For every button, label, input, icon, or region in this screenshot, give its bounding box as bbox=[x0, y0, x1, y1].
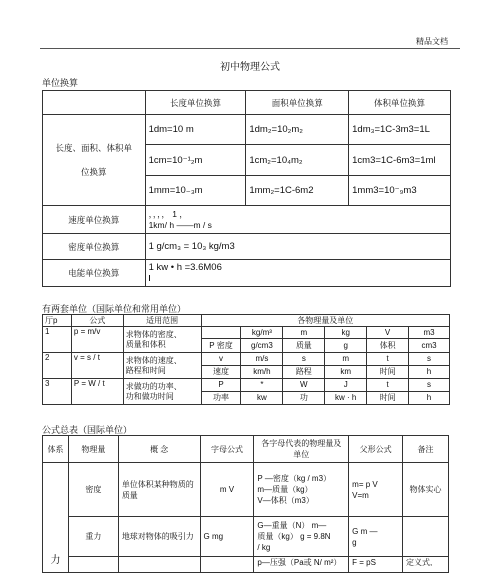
formula-summary-table bbox=[42, 435, 449, 573]
header-divider bbox=[40, 48, 460, 49]
header-quantities-units: 各物理量及单位 bbox=[201, 315, 449, 327]
unit-conversion-table bbox=[42, 90, 451, 287]
table-row: 2 v = s / t 求物体的速度、 路程和时间 v m/s s m t s bbox=[43, 353, 450, 366]
table-cell: 1mm=10₋₃m bbox=[145, 176, 246, 206]
header-symbol-meanings: 各字母代表的物理量及单位 bbox=[254, 436, 349, 463]
header-volume: 体积单位换算 bbox=[349, 91, 451, 115]
table-cell: 1dm₃=1C-3m3=1L bbox=[349, 115, 451, 145]
system-force-label: 力 bbox=[43, 463, 69, 573]
table-row bbox=[43, 260, 451, 287]
table-row bbox=[43, 91, 451, 115]
table-cell bbox=[43, 91, 146, 115]
table-cell: 1cm₂=10₄m₂ bbox=[246, 145, 349, 176]
text-cursor-icon bbox=[149, 275, 150, 281]
document-title: 初中物理公式 bbox=[220, 62, 280, 73]
row-label-speed: 速度单位换算 bbox=[43, 206, 146, 234]
table-cell: 1cm=10⁻¹₂m bbox=[145, 145, 246, 176]
header-concept: 概 念 bbox=[118, 436, 200, 463]
table-row: 力 密度 单位体积某种物质的质量 m V P —密度（kg / m3） m—质量（kg） V—体积（m3） m= p V V=m 物体实心 bbox=[43, 463, 449, 517]
table-row bbox=[43, 436, 449, 463]
header-formula: 公式 bbox=[71, 315, 123, 327]
table-row: 速度 km/h 路程 km 时间 h bbox=[43, 366, 450, 379]
header-derived-formula: 父形公式 bbox=[349, 436, 403, 463]
two-unit-sets-table bbox=[42, 314, 450, 405]
header-system: 体系 bbox=[43, 436, 69, 463]
table-cell: 1cm3=1C-6m3=1ml bbox=[349, 145, 451, 176]
table-row bbox=[43, 206, 451, 234]
electric-energy-conversion-cell: 1 kw • h =3.6M06 bbox=[145, 260, 450, 287]
table-row bbox=[43, 315, 450, 327]
section-two-unit-sets-title: 有两套单位（国际单位和常用单位） bbox=[42, 304, 187, 314]
table-row: 重力 地球对物体的吸引力 G mg G—重量（N） m— 质量（kg） g = 9.8N / kg G m — g bbox=[43, 517, 449, 557]
header-index: 厅p bbox=[43, 315, 72, 327]
table-row: p—压强（Pa或 N/ m²） F = pS 定义式, bbox=[43, 557, 449, 573]
header-length: 长度单位换算 bbox=[145, 91, 246, 115]
density-conversion-cell: 1 g/cm₃ = 10₃ kg/m3 bbox=[145, 234, 450, 260]
table-cell: 1mm3=10⁻₉m3 bbox=[349, 176, 451, 206]
row-label-length-area-volume: 长度、面积、体积单 位换算 bbox=[43, 115, 146, 206]
header-letter-formula: 字母公式 bbox=[200, 436, 254, 463]
table-row: 3 P = W / t 求做功的功率、 功和做功时间 P * W J t s bbox=[43, 379, 450, 392]
speed-conversion-cell: ，，，， 1 ， 1km/ h ——m / s bbox=[145, 206, 450, 234]
table-cell: 1mm₂=1C-6m2 bbox=[246, 176, 349, 206]
row-label-electric-energy: 电能单位换算 bbox=[43, 260, 146, 287]
table-cell: 1dm₂=10₂m₂ bbox=[246, 115, 349, 145]
header-area: 面积单位换算 bbox=[246, 91, 349, 115]
table-row: 1 p = m/v 求物体的密度、 质量和体积 kg/m³ m kg V m3 bbox=[43, 327, 450, 339]
table-cell: 1dm=10 m bbox=[145, 115, 246, 145]
section-formula-summary-title: 公式总表（国际单位） bbox=[42, 425, 133, 435]
table-row: 功率 kw 功 kw · h 时间 h bbox=[43, 392, 450, 405]
header-scope: 适用范围 bbox=[123, 315, 201, 327]
table-row bbox=[43, 234, 451, 260]
table-row: P 密度 g/cm3 质量 g 体积 cm3 bbox=[43, 339, 450, 353]
header-tag: 精品文档 bbox=[416, 37, 448, 46]
table-row bbox=[43, 115, 451, 145]
section-unit-conversion-title: 单位换算 bbox=[42, 78, 79, 88]
row-label-density: 密度单位换算 bbox=[43, 234, 146, 260]
header-note: 备注 bbox=[403, 436, 449, 463]
header-quantity: 物理量 bbox=[68, 436, 118, 463]
